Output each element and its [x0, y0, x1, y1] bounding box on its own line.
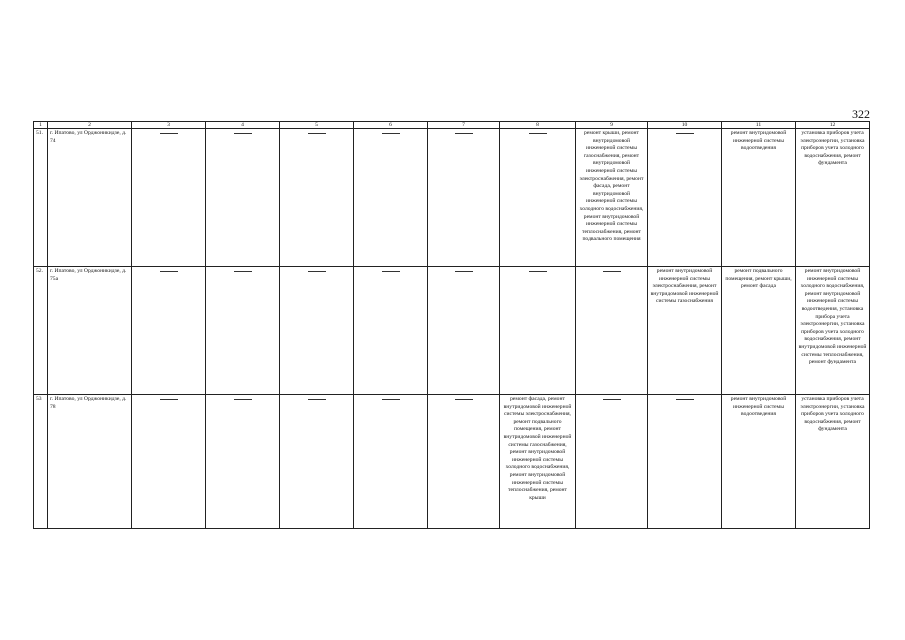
dash-mark: [529, 133, 547, 134]
works-cell: ремонт фасада, ремонт внутридомовой инженерной системы электроснабжения, ремонт подвального помещения, ремонт внутридомовой инженерной системы газоснабжения, ремонт внутридомовой инженерной системы холодного водоснабжения, ремонт внутридомовой инженерной системы теплоснабжения, ремонт крыши: [500, 395, 576, 529]
empty-cell: [428, 395, 500, 529]
works-cell: ремонт подвального помещения, ремонт крыши, ремонт фасада: [722, 267, 796, 395]
dash-mark: [455, 133, 473, 134]
empty-cell: [132, 267, 206, 395]
empty-cell: [354, 267, 428, 395]
dash-mark: [234, 133, 252, 134]
empty-cell: [206, 129, 280, 267]
works-cell: установка приборов учета электроэнергии, установка приборов учета холодного водоснабжения, ремонт фундамента: [796, 129, 870, 267]
empty-cell: [280, 395, 354, 529]
empty-cell: [206, 267, 280, 395]
table-row: [34, 129, 870, 267]
works-cell: ремонт внутридомовой инженерной системы водоотведения: [722, 129, 796, 267]
dash-mark: [160, 133, 178, 134]
dash-mark: [455, 271, 473, 272]
empty-cell: [280, 129, 354, 267]
dash-mark: [160, 399, 178, 400]
col-header: 8: [500, 122, 576, 129]
dash-mark: [455, 399, 473, 400]
col-header: 1: [34, 122, 48, 129]
dash-mark: [382, 271, 400, 272]
address-cell: г. Ипатово, ул Орджоникидзе, д. 75а: [48, 267, 132, 395]
empty-cell: [206, 395, 280, 529]
column-number-row: [34, 122, 870, 129]
col-header: 12: [796, 122, 870, 129]
dash-mark: [676, 399, 694, 400]
col-header: 4: [206, 122, 280, 129]
dash-mark: [382, 399, 400, 400]
col-header: 3: [132, 122, 206, 129]
empty-cell: [576, 267, 648, 395]
col-header: 10: [648, 122, 722, 129]
dash-mark: [234, 399, 252, 400]
row-number: 53: [34, 395, 48, 529]
dash-mark: [308, 399, 326, 400]
dash-mark: [603, 399, 621, 400]
row-number: 52.: [34, 267, 48, 395]
empty-cell: [576, 395, 648, 529]
col-header: 5: [280, 122, 354, 129]
table-row: [34, 395, 870, 529]
works-cell: ремонт крыши, ремонт внутридомовой инженерной системы газоснабжения, ремонт внутридомовой инженерной системы электроснабжения, ремонт фасада, ремонт внутридомовой инженерной системы холодного водоснабжения, ремонт внутридомовой инженерной системы теплоснабжения, ремонт подвального помещения: [576, 129, 648, 267]
empty-cell: [428, 129, 500, 267]
address-cell: г. Ипатово, ул Орджоникидзе, д. 78: [48, 395, 132, 529]
col-header: 6: [354, 122, 428, 129]
dash-mark: [308, 271, 326, 272]
row-number: 51.: [34, 129, 48, 267]
empty-cell: [500, 267, 576, 395]
dash-mark: [529, 271, 547, 272]
dash-mark: [160, 271, 178, 272]
works-cell: установка приборов учета электроэнергии, установка приборов учета холодного водоснабжения, ремонт фундамента: [796, 395, 870, 529]
empty-cell: [132, 129, 206, 267]
works-cell: ремонт внутридомовой инженерной системы электроснабжения, ремонт внутридомовой инженерной системы газоснабжения: [648, 267, 722, 395]
empty-cell: [132, 395, 206, 529]
col-header: 7: [428, 122, 500, 129]
dash-mark: [308, 133, 326, 134]
works-cell: ремонт внутридомовой инженерной системы холодного водоснабжения, ремонт внутридомовой инженерной системы водоотведения, установка прибора учета электроэнергии, установка приборов учета холодного водоснабжения, ремонт внутридомовой инженерной системы теплоснабжения, ремонт фундамента: [796, 267, 870, 395]
empty-cell: [648, 395, 722, 529]
page-number: 322: [852, 107, 870, 121]
dash-mark: [234, 271, 252, 272]
empty-cell: [280, 267, 354, 395]
address-cell: г. Ипатово, ул Орджоникидзе, д. 74: [48, 129, 132, 267]
col-header: 11: [722, 122, 796, 129]
dash-mark: [676, 133, 694, 134]
col-header: 9: [576, 122, 648, 129]
table-row: [34, 267, 870, 395]
works-cell: ремонт внутридомовой инженерной системы водоотведения: [722, 395, 796, 529]
empty-cell: [354, 129, 428, 267]
empty-cell: [354, 395, 428, 529]
empty-cell: [428, 267, 500, 395]
dash-mark: [603, 271, 621, 272]
empty-cell: [500, 129, 576, 267]
dash-mark: [382, 133, 400, 134]
col-header: 2: [48, 122, 132, 129]
empty-cell: [648, 129, 722, 267]
repair-schedule-table: [33, 121, 870, 529]
